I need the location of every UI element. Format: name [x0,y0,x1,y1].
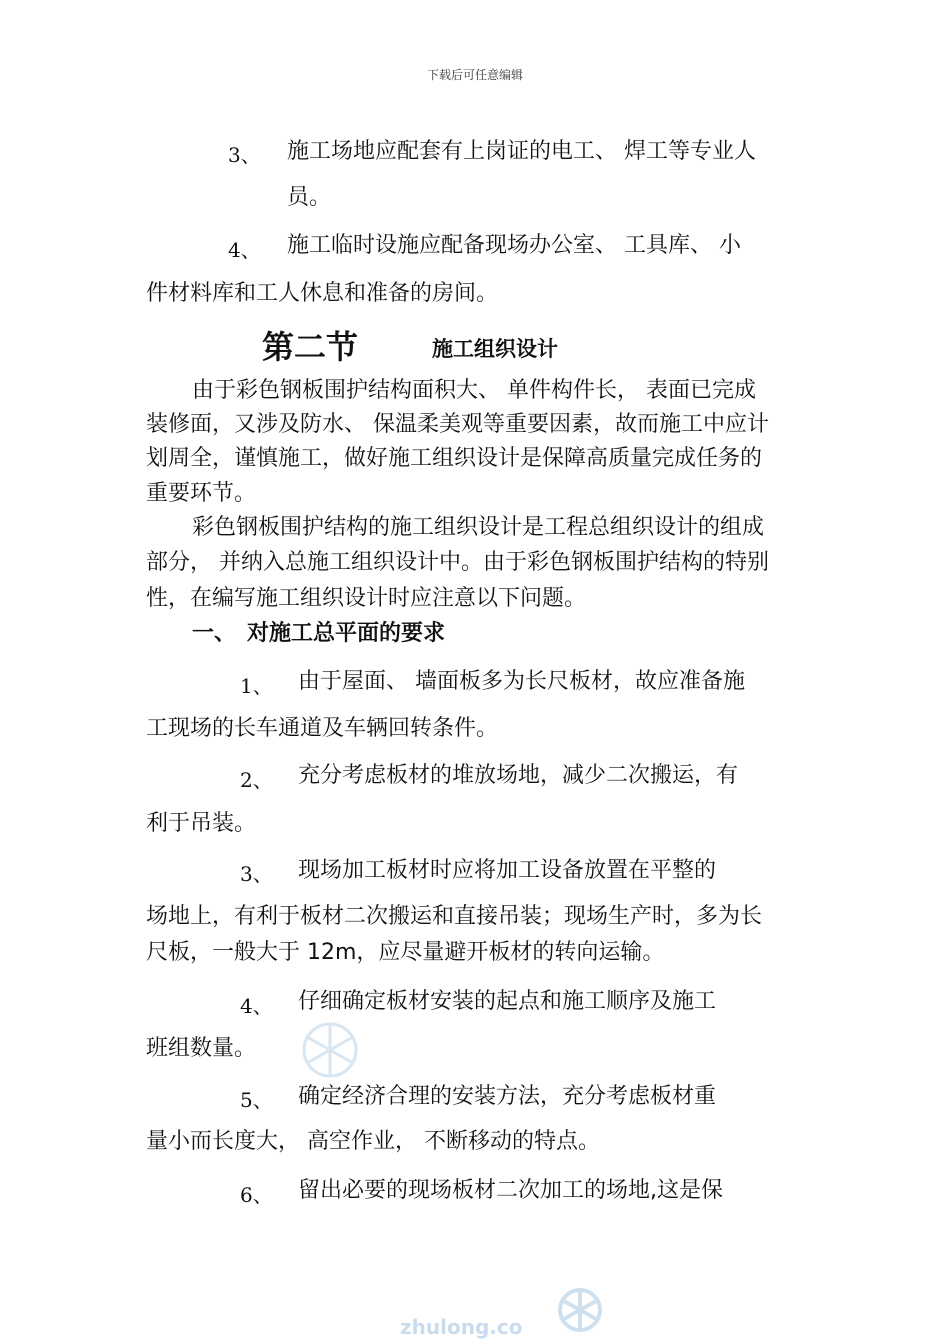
item-6-line1: 留出必要的现场板材二次加工的场地,这是保 [298,1178,723,1203]
item-5-line2: 量小而长度大， 高空作业， 不断移动的特点。 [146,1129,600,1154]
para1-line4: 重要环节。 [146,481,257,506]
item-top-4-line1: 施工临时设施应配备现场办公室、 工具库、 小 [287,233,741,258]
item-2-line2: 利于吊装。 [146,811,257,836]
watermark-text: zhulong.co [400,1315,523,1339]
item-1-number: 1、 [240,674,273,698]
section-title: 第二节 [262,328,359,366]
watermark-logo-icon [545,1280,615,1340]
page-header: 下载后可任意编辑 [426,68,523,82]
item-top-4-line2: 件材料库和工人休息和准备的房间。 [146,281,499,306]
item-2-line1: 充分考虑板材的堆放场地，减少二次搬运，有 [298,763,739,788]
subheading-number: 一、 [192,621,237,646]
item-top-3-line2: 员。 [287,185,332,210]
item-top-3-line1: 施工场地应配套有上岗证的电工、 焊工等专业人 [287,139,756,164]
subheading-text: 对施工总平面的要求 [247,621,446,646]
item-top-3-number: 3、 [228,143,261,167]
item-1-line2: 工现场的长车通道及车辆回转条件。 [146,716,499,741]
para2-line1: 彩色钢板围护结构的施工组织设计是工程总组织设计的组成 [192,515,765,540]
para1-line2: 装修面，又涉及防水、 保温柔美观等重要因素，故而施工中应计 [146,412,769,437]
item-top-4-number: 4、 [228,238,261,262]
item-3-line2: 场地上，有利于板材二次搬运和直接吊装；现场生产时，多为长 [146,904,763,929]
item-4-number: 4、 [240,994,273,1018]
item-5-line1: 确定经济合理的安装方法，充分考虑板材重 [298,1084,717,1109]
watermark-snowflake-icon [280,1010,380,1090]
para1-line3: 划周全，谨慎施工，做好施工组织设计是保障高质量完成任务的 [146,446,763,471]
item-3-line3: 尺板，一般大于 12m，应尽量避开板材的转向运输。 [146,940,665,965]
item-3-number: 3、 [240,862,273,886]
item-3-line1: 现场加工板材时应将加工设备放置在平整的 [298,858,717,883]
item-1-line1: 由于屋面、 墙面板多为长尺板材，故应准备施 [298,669,745,694]
item-5-number: 5、 [240,1088,273,1112]
para2-line3: 性，在编写施工组织设计时应注意以下问题。 [146,586,587,611]
para1-line1: 由于彩色钢板围护结构面积大、 单件构件长， 表面已完成 [192,378,756,403]
item-4-line2: 班组数量。 [146,1036,257,1061]
item-4-line1: 仔细确定板材安装的起点和施工顺序及施工 [298,989,717,1014]
item-2-number: 2、 [240,768,273,792]
section-subtitle: 施工组织设计 [432,337,558,361]
para2-line2: 部分， 并纳入总施工组织设计中。由于彩色钢板围护结构的特别 [146,550,769,575]
item-6-number: 6、 [240,1183,273,1207]
